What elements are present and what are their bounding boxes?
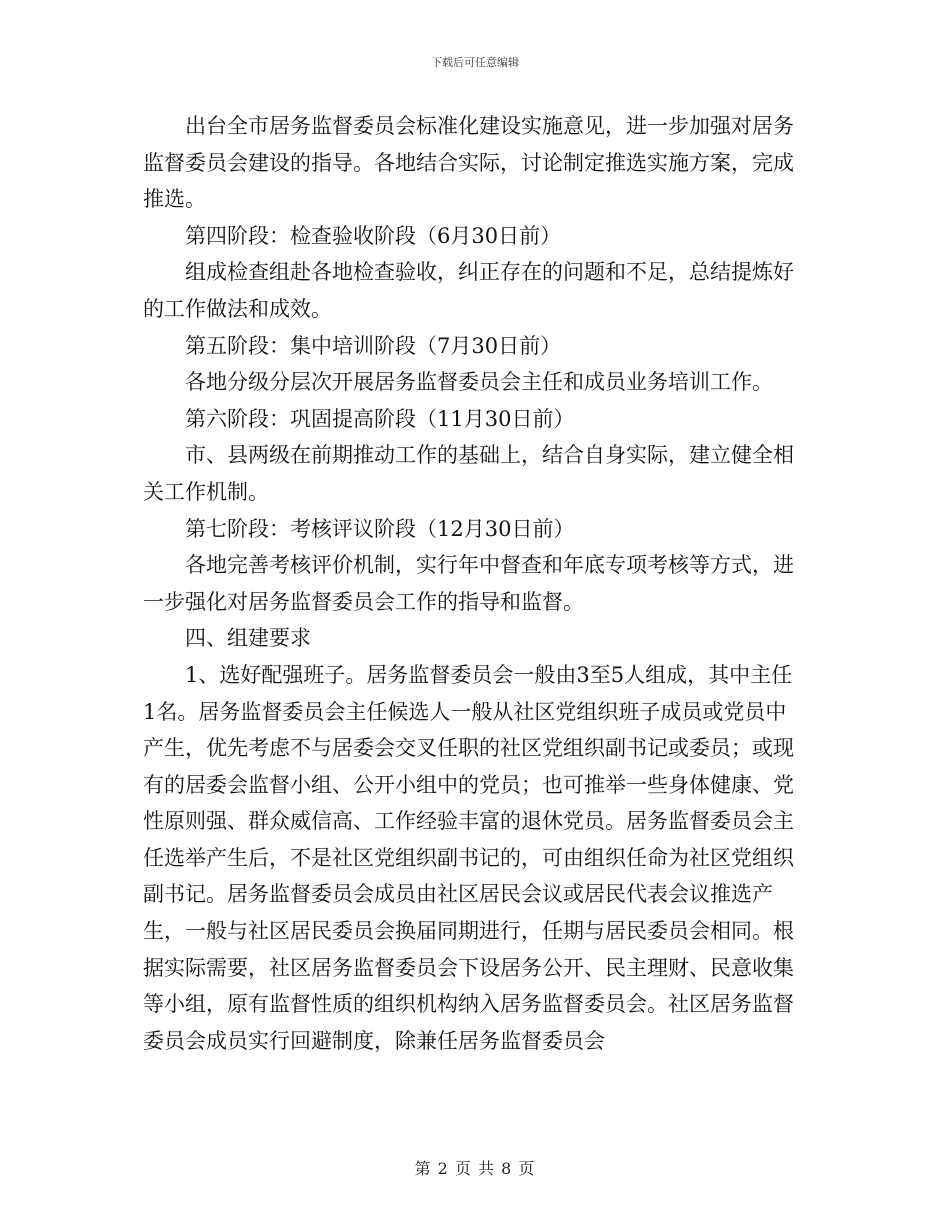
stage-heading: 第六阶段：巩固提高阶段（11月30日前） (185, 406, 575, 431)
document-body (143, 108, 805, 1059)
stage-heading: 第五阶段：集中培训阶段（7月30日前） (185, 333, 562, 358)
section-heading: 四、组建要求 (185, 626, 311, 651)
stage-heading: 第四阶段：检查验收阶段（6月30日前） (185, 223, 562, 248)
paragraph: 1、选好配强班子。居务监督委员会一般由3至5人组成，其中主任1名。居务监督委员会主任候选人一般从社区党组织班子成员或党员中产生，优先考虑不与居委会交叉任职的社区党组织副书记或委员；或现有的居委会监督小组、公开小组中的党员；也可推举一些身体健康、党性原则强、群众威信高、工作经验丰富的退休党员。居务监督委员会主任选举产生后，不是社区党组织副书记的，可由组织任命为社区党组织副书记。居务监督委员会成员由社区居民会议或居民代表会议推选产生，一般与社区居民委员会换届同期进行，任期与居民委员会相同。根据实际需要，社区居务监督委员会下设居务公开、民主理财、民意收集等小组，原有监督性质的组织机构纳入居务监督委员会。社区居务监督委员会成员实行回避制度，除兼任居务监督委员会 (143, 662, 794, 1053)
paragraph: 出台全市居务监督委员会标准化建设实施意见，进一步加强对居务监督委员会建设的指导。各地结合实际，讨论制定推选实施方案，完成推选。 (143, 114, 794, 212)
paragraph: 市、县两级在前期推动工作的基础上，结合自身实际，建立健全相关工作机制。 (143, 443, 794, 504)
page-number: 第 2 页 共 8 页 (414, 1159, 536, 1178)
page-header: 下载后可任意编辑 (431, 56, 519, 69)
paragraph: 各地完善考核评价机制，实行年中督查和年底专项考核等方式，进一步强化对居务监督委员会工作的指导和监督。 (143, 553, 794, 614)
paragraph: 各地分级分层次开展居务监督委员会主任和成员业务培训工作。 (185, 370, 773, 395)
stage-heading: 第七阶段：考核评议阶段（12月30日前） (185, 516, 575, 541)
paragraph: 组成检查组赴各地检查验收，纠正存在的问题和不足，总结提炼好的工作做法和成效。 (143, 260, 794, 321)
